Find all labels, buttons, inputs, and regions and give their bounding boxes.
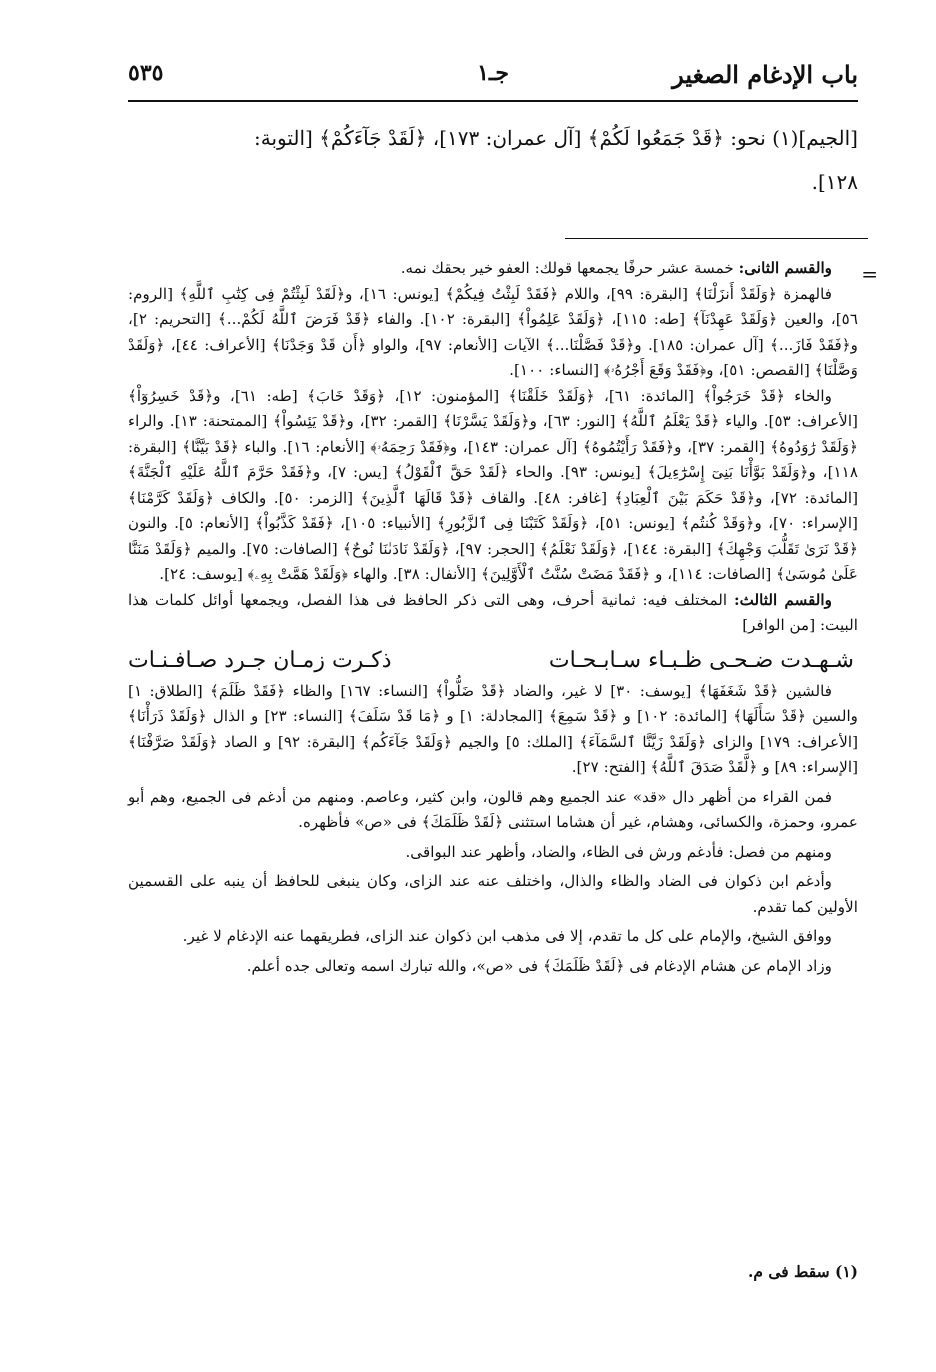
commentary-paragraph: والخاء ﴿قَدْ خَرَجُواْ﴾ [المائدة: ٦١]، ﴿وَلَقَدْ خَلَقْنَا﴾ [المؤمنون: ١٢]، ﴿وَقَدْ خَابَ﴾ [طه: ٦١]، و﴿قَدْ خَسِرُوٓاْ﴾ [الأعراف: ٥٣]. والياء ﴿قَدْ يَعْلَمُ ٱللَّهُ﴾ [النور: ٦٣]، و﴿وَلَقَدْ يَسَّرْنَا﴾ [القمر: ٣٢]، و﴿قَدْ يَئِسُواْ﴾ [الممتحنة: ١٣]. والراء ﴿وَلَقَدْ رَٰوَدُوهُ﴾ [القمر: ٣٧]، و﴿فَقَدْ رَأَيْتُمُوهُ﴾ [آل عمران: ١٤٣]، و﴿فَقَدْ رَحِمَهُۥ﴾ [الأنعام: ١٦]. والباء ﴿قَدْ بَيَّنَّا﴾ [البقرة: ١١٨]، و﴿وَلَقَدْ بَوَّأْنَا بَنِىٓ إِسْرَٰٓءِيلَ﴾ [يونس: ٩٣]. والحاء ﴿لَقَدْ حَقَّ ٱلْقَوْلُ﴾ [يس: ٧]، و﴿فَقَدْ حَرَّمَ ٱللَّهُ عَلَيْهِ ٱلْجَنَّةَ﴾ [المائدة: ٧٢]، و﴿قَدْ حَكَمَ بَيْنَ ٱلْعِبَادِ﴾ [غافر: ٤٨]. والقاف ﴿قَدْ قَالَهَا ٱلَّذِينَ﴾ [الزمر: ٥٠]. والكاف ﴿وَلَقَدْ كَرَّمْنَا﴾ [الإسراء: ٧٠]، و﴿وَقَدْ كُنتُم﴾ [يونس: ٥١]، ﴿وَلَقَدْ كَتَبْنَا فِى ٱلزَّبُورِ﴾ [الأنبياء: ١٠٥]، ﴿فَقَدْ كَذَّبُواْ﴾ [الأنعام: ٥]. والنون ﴿قَدْ نَرَىٰ تَقَلُّبَ وَجْهِكَ﴾ [البقرة: ١٤٤]، ﴿وَلَقَدْ نَعْلَمُ﴾ [الحجر: ٩٧]، ﴿وَلَقَدْ نَادَىٰنَا نُوحٌ﴾ [الصافات: ٧٥]. والميم ﴿وَلَقَدْ مَنَنَّا عَلَىٰ مُوسَىٰ﴾ [الصافات: ١١٤]، و ﴿فَقَدْ مَضَتْ سُنَّتُ ٱلْأَوَّلِينَ﴾ [الأنفال: ٣٨]. والهاء ﴿وَلَقَدْ هَمَّتْ بِهِۦ﴾ [يوسف: ٢٤].	[128, 386, 858, 583]
verse-first-hemistich: شـهـدت ضـحـى ظـبـاء سـابـحـات	[548, 647, 854, 673]
verse-second-hemistich: ذكـرت زمـان جـرد صـافـنـات	[128, 647, 392, 673]
commentary-paragraph: ووافق الشيخ، والإمام على كل ما تقدم، إلا فى مذهب ابن ذكوان عند الزاى، فطريقهما عنه الإدغام لا غير.	[182, 927, 832, 945]
commentary-paragraph: فالشين ﴿قَدْ شَغَفَهَا﴾ [يوسف: ٣٠] لا غير، والضاد ﴿قَدْ ضَلُّواْ﴾ [النساء: ١٦٧] والظاء ﴿فَقَدْ ظَلَمَ﴾ [الطلاق: ١] والسين ﴿قَدْ سَأَلَهَا﴾ [المائدة: ١٠٢] و ﴿قَدْ سَمِعَ﴾ [المجادلة: ١] و ﴿مَا قَدْ سَلَفَ﴾ [النساء: ٢٣] و الذال ﴿وَلَقَدْ ذَرَأْنَا﴾ [الأعراف: ١٧٩] والزاى ﴿وَلَقَدْ زَيَّنَّا ٱلسَّمَآءَ﴾ [الملك: ٥] والجيم ﴿وَلَقَدْ جَآءَكُم﴾ [البقرة: ٩٢] و الصاد ﴿وَلَقَدْ صَرَّفْنَا﴾ [الإسراء: ٨٩] و ﴿لَّقَدْ صَدَقَ ٱللَّهُ﴾ [الفتح: ٢٧].	[128, 681, 859, 776]
section-label: والقسم الثالث:	[733, 590, 832, 609]
page-number: ٥٣٥	[128, 60, 164, 86]
section-text: خمسة عشر حرفًا يجمعها قولك: العفو خير بحقك نمه.	[400, 259, 739, 277]
main-text-line: ١٢٨].	[811, 170, 858, 194]
commentary-paragraph	[128, 256, 858, 282]
main-text	[128, 116, 858, 204]
commentary-paragraph: وأدغم ابن ذكوان فى الضاد والظاء والذال، واختلف عنه عند الزاى، وكان ينبغى للحافظ أن ينبه على القسمين الأولين كما تقدم.	[128, 872, 858, 916]
main-text-line: [الجيم](١) نحو: ﴿قَدْ جَمَعُوا لَكُمْ﴾ [آل عمران: ١٧٣]، ﴿لَقَدْ جَآءَكُمْ﴾ [التوبة:	[253, 126, 858, 150]
header-rule	[128, 100, 858, 102]
commentary-paragraph	[128, 588, 858, 639]
commentary-rule	[565, 238, 868, 239]
chapter-title: باب الإدغام الصغير	[672, 60, 858, 89]
commentary-paragraph: فمن القراء من أظهر دال «قد» عند الجميع وهم قالون، وابن كثير، وعاصم. ومنهم من أدغم فى الجميع، وهم أبو عمرو، وحمزة، والكسائى، وهشام، غير أن هشاما استثنى ﴿لَقَدْ ظَلَمَكَ﴾ فى «ص» فأظهره.	[128, 787, 858, 831]
commentary-paragraph: وزاد الإمام عن هشام الإدغام فى ﴿لَقَدْ ظَلَمَكَ﴾ فى «ص»، والله تبارك اسمه وتعالى جده أعلم.	[246, 956, 832, 975]
section-text: المختلف فيه: ثمانية أحرف، وهى التى ذكر الحافظ فى هذا الفصل، ويجمعها أوائل كلمات هذا البيت: [من الوافر]	[128, 590, 858, 634]
poem-verse	[128, 643, 858, 679]
page-header	[128, 58, 858, 98]
commentary-paragraph: ومنهم من فصل: فأدغم ورش فى الظاء، والضاد، وأظهر عند البواقى.	[405, 842, 832, 861]
section-label: والقسم الثانى:	[738, 259, 832, 277]
volume-number: جـ١	[477, 60, 509, 86]
footnote: (١) سقط فى م.	[747, 1262, 858, 1281]
commentary	[128, 256, 858, 979]
commentary-paragraph: فالهمزة ﴿وَلَقَدْ أَنزَلْنَا﴾ [البقرة: ٩٩]، واللام ﴿فَقَدْ لَبِثْتُ فِيكُمْ﴾ [يونس: ١٦]، و﴿لَقَدْ لَبِثْتُمْ فِى كِتَٰبِ ٱللَّهِ﴾ [الروم: ٥٦]، والعين ﴿وَلَقَدْ عَهِدْنَآ﴾ [طه: ١١٥]، ﴿وَلَقَدْ عَلِمُواْ﴾ [البقرة: ١٠٢]. والفاء ﴿قَدْ فَرَضَ ٱللَّهُ لَكُمْ...﴾ [التحريم: ٢]، و﴿فَقَدْ فَازَ...﴾ [آل عمران: ١٨٥]. و﴿قَدْ فَصَّلْنَا...﴾ الآيات [الأنعام: ٩٧]، والواو ﴿أَن قَدْ وَجَدْنَا﴾ [الأعراف: ٤٤]، ﴿وَلَقَدْ وَصَّلْنَا﴾ [القصص: ٥١]، و﴿فَقَدْ وَقَعَ أَجْرُهُۥ﴾ [النساء: ١٠٠].	[128, 284, 858, 379]
continuation-mark: =	[861, 262, 878, 286]
